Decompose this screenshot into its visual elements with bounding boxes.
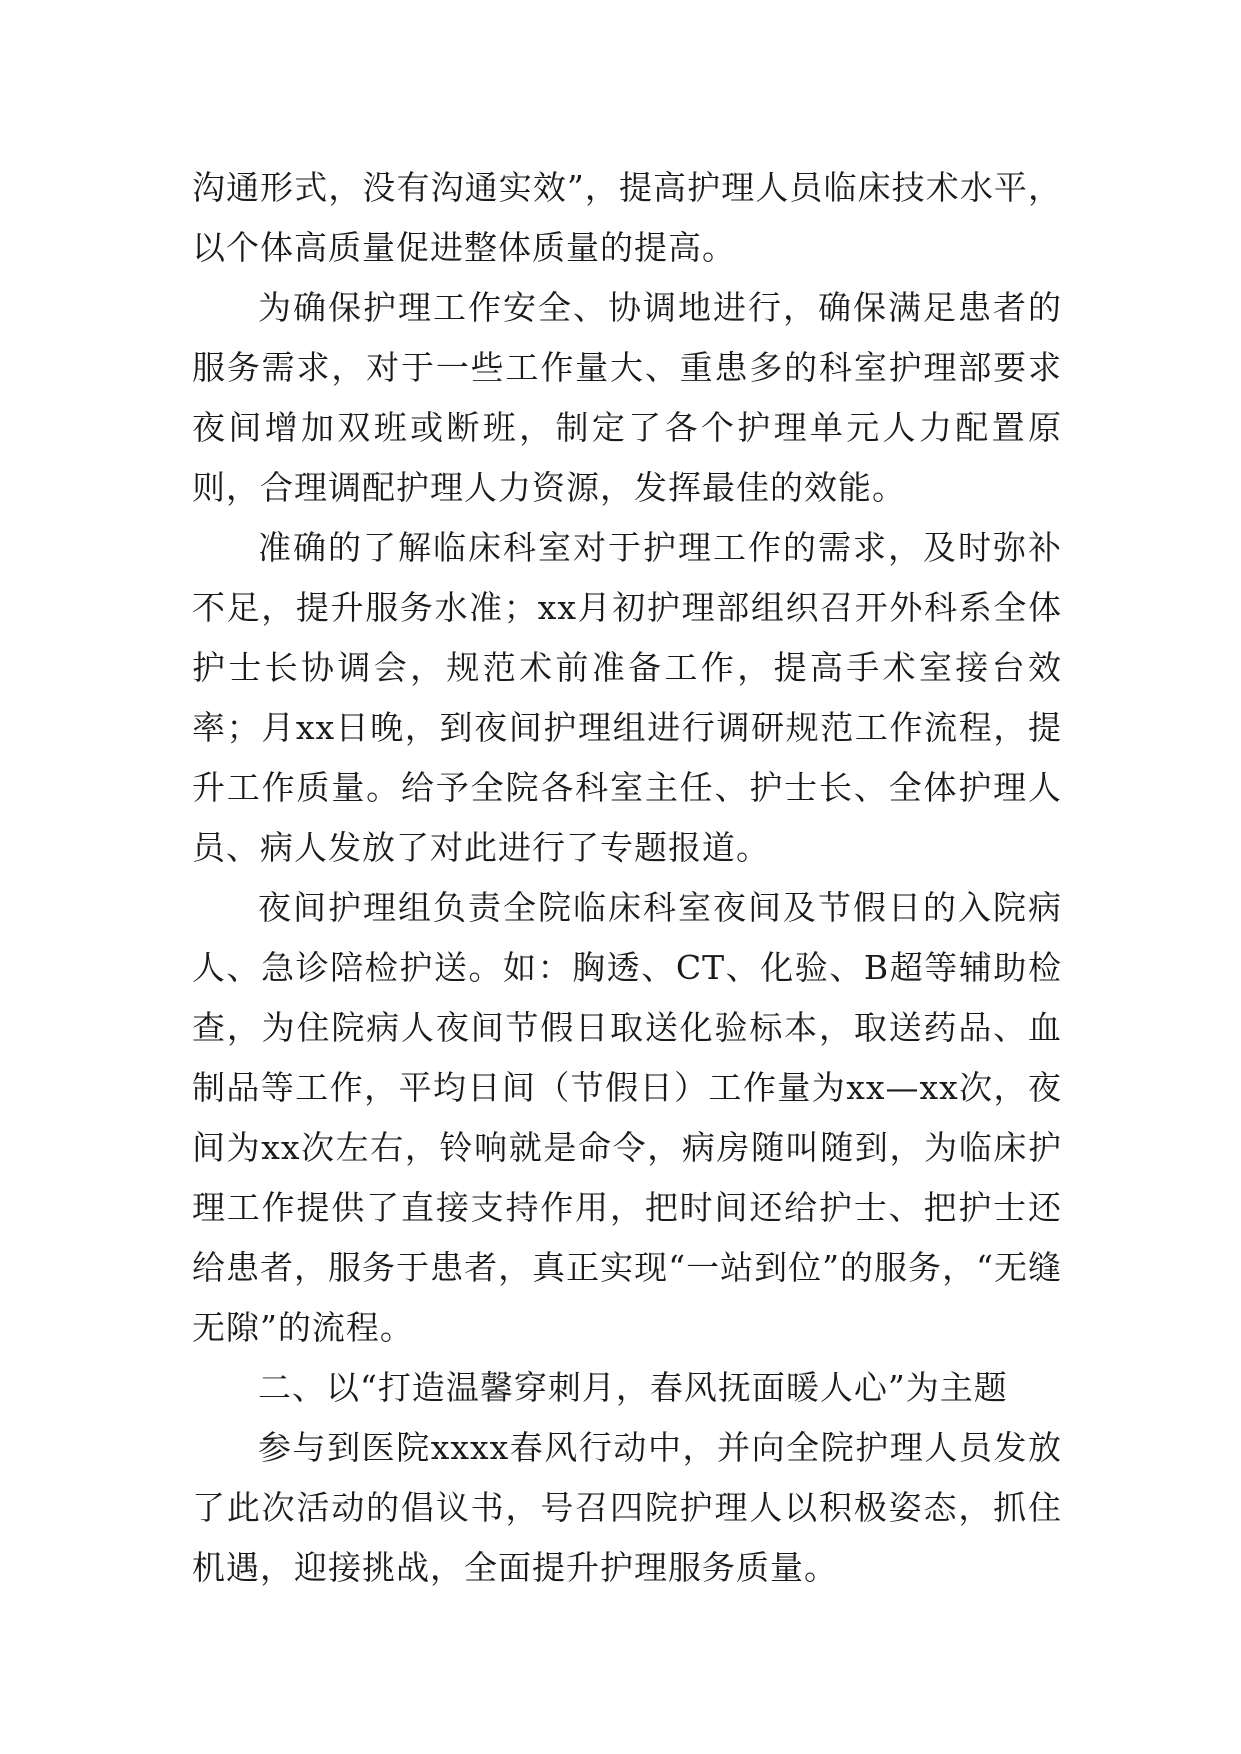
section-heading-2: 二、以“打造温馨穿刺月，春风抚面暖人心”为主题	[258, 1368, 1008, 1407]
paragraph-1: 沟通形式，没有沟通实效”，提高护理人员临床技术水平，以个体高质量促进整体质量的提高。	[192, 168, 1062, 267]
paragraph-5: 参与到医院xxxx春风行动中，并向全院护理人员发放了此次活动的倡议书，号召四院护理人以积极姿态，抓住机遇，迎接挑战，全面提升护理服务质量。	[192, 1428, 1062, 1587]
paragraph-2: 为确保护理工作安全、协调地进行，确保满足患者的服务需求，对于一些工作量大、重患多的科室护理部要求夜间增加双班或断班，制定了各个护理单元人力配置原则，合理调配护理人力资源，发挥最佳的效能。	[192, 288, 1062, 507]
paragraph-4: 夜间护理组负责全院临床科室夜间及节假日的入院病人、急诊陪检护送。如：胸透、CT、化验、B超等辅助检查，为住院病人夜间节假日取送化验标本，取送药品、血制品等工作，平均日间（节假日）工作量为xx—xx次，夜间为xx次左右，铃响就是命令，病房随叫随到，为临床护理工作提供了直接支持作用，把时间还给护士、把护士还给患者，服务于患者，真正实现“一站到位”的服务，“无缝无隙”的流程。	[192, 888, 1062, 1347]
document-body	[192, 158, 1062, 1598]
paragraph-3: 准确的了解临床科室对于护理工作的需求，及时弥补不足，提升服务水准；xx月初护理部组织召开外科系全体护士长协调会，规范术前准备工作，提高手术室接台效率；月xx日晚，到夜间护理组进行调研规范工作流程，提升工作质量。给予全院各科室主任、护士长、全体护理人员、病人发放了对此进行了专题报道。	[192, 528, 1062, 867]
